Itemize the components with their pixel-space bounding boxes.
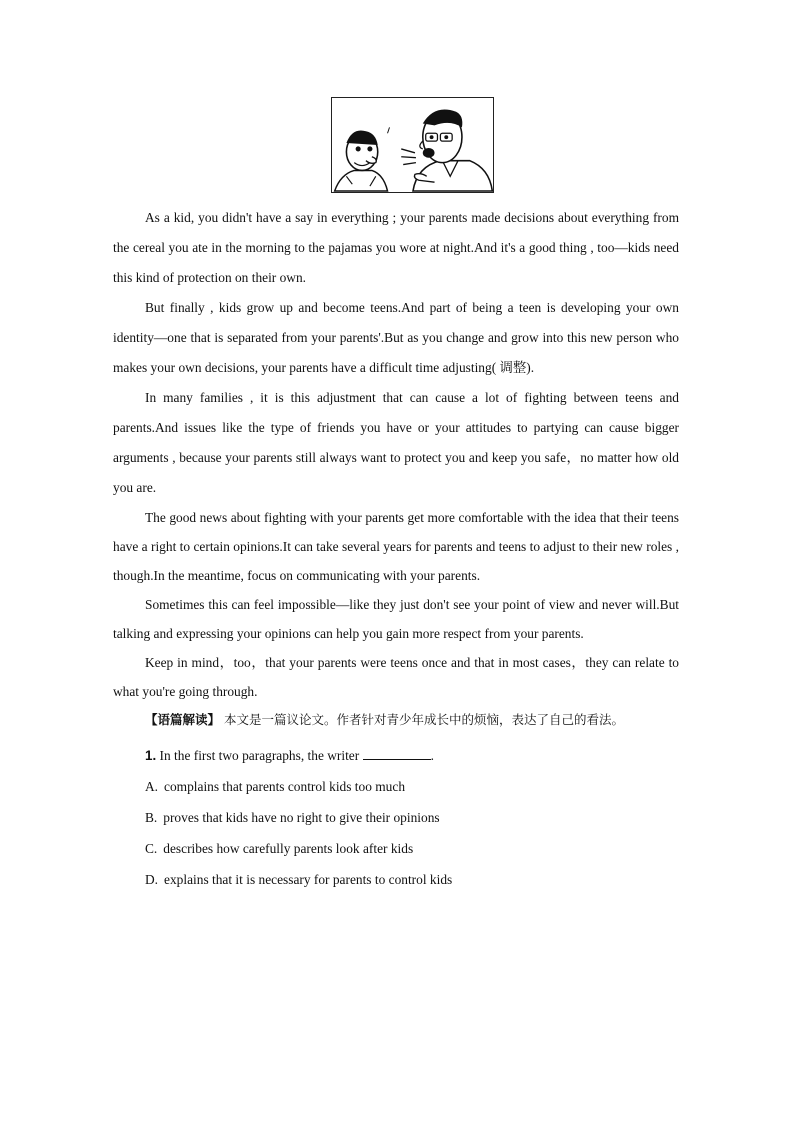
cartoon-illustration xyxy=(331,97,494,193)
question-1 xyxy=(113,740,679,895)
article-body xyxy=(113,203,679,895)
option-b[interactable] xyxy=(113,802,679,833)
article-paragraph-4: The good news about fighting with your parents get more comfortable with the idea that their teens have a right to certain opinions.It can take several years for parents and teens to adjust to their new roles , though.In the meantime, focus on communicating with your parents. xyxy=(113,510,679,583)
question-number: 1. xyxy=(145,748,157,763)
option-text: describes how carefully parents look after kids xyxy=(163,841,414,856)
option-a[interactable] xyxy=(113,771,679,802)
question-stem-text: In the first two paragraphs, the writer xyxy=(159,748,360,763)
option-letter: A. xyxy=(145,779,159,794)
article-paragraph-2: But finally , kids grow up and become teens.And part of being a teen is developing your own identity—one that is separated from your parents'.But as you change and grow into this new person who makes your own decisions, your parents have a difficult time adjusting( 调整). xyxy=(113,300,679,375)
article-paragraph-6: Keep in mind，too，that your parents were teens once and that in most cases，they can relate to what you're going through. xyxy=(113,655,679,699)
option-text: complains that parents control kids too much xyxy=(164,779,406,794)
option-letter: B. xyxy=(145,810,158,825)
question-stem-end: . xyxy=(430,748,434,763)
option-text: proves that kids have no right to give their opinions xyxy=(163,810,440,825)
option-c[interactable] xyxy=(113,833,679,864)
article-paragraph-1: As a kid, you didn't have a say in everything ; your parents made decisions about everything from the cereal you ate in the morning to the pajamas you wore at night.And it's a good thing , too—kids need this kind of protection on their own. xyxy=(113,210,679,285)
option-letter: D. xyxy=(145,872,159,887)
passage-analysis xyxy=(113,706,679,734)
question-stem xyxy=(113,740,679,771)
option-letter: C. xyxy=(145,841,158,856)
option-text: explains that it is necessary for parents to control kids xyxy=(164,872,453,887)
analysis-text: 本文是一篇议论文。作者针对青少年成长中的烦恼，表达了自己的看法。 xyxy=(224,712,625,727)
option-d[interactable] xyxy=(113,864,679,895)
cartoon-parent-scolding-kid xyxy=(332,98,493,192)
article-paragraph-5: Sometimes this can feel impossible—like they just don't see your point of view and never will.But talking and expressing your opinions can help you gain more respect from your parents. xyxy=(113,597,679,641)
article-paragraph-3: In many families , it is this adjustment that can cause a lot of fighting between teens and parents.And issues like the type of friends you have or your attitudes to partying can cause bigger arguments , because your parents still always want to protect you and keep you safe，no matter how old you are. xyxy=(113,390,679,495)
answer-blank xyxy=(363,745,431,760)
analysis-tag: 【语篇解读】 xyxy=(145,712,221,727)
